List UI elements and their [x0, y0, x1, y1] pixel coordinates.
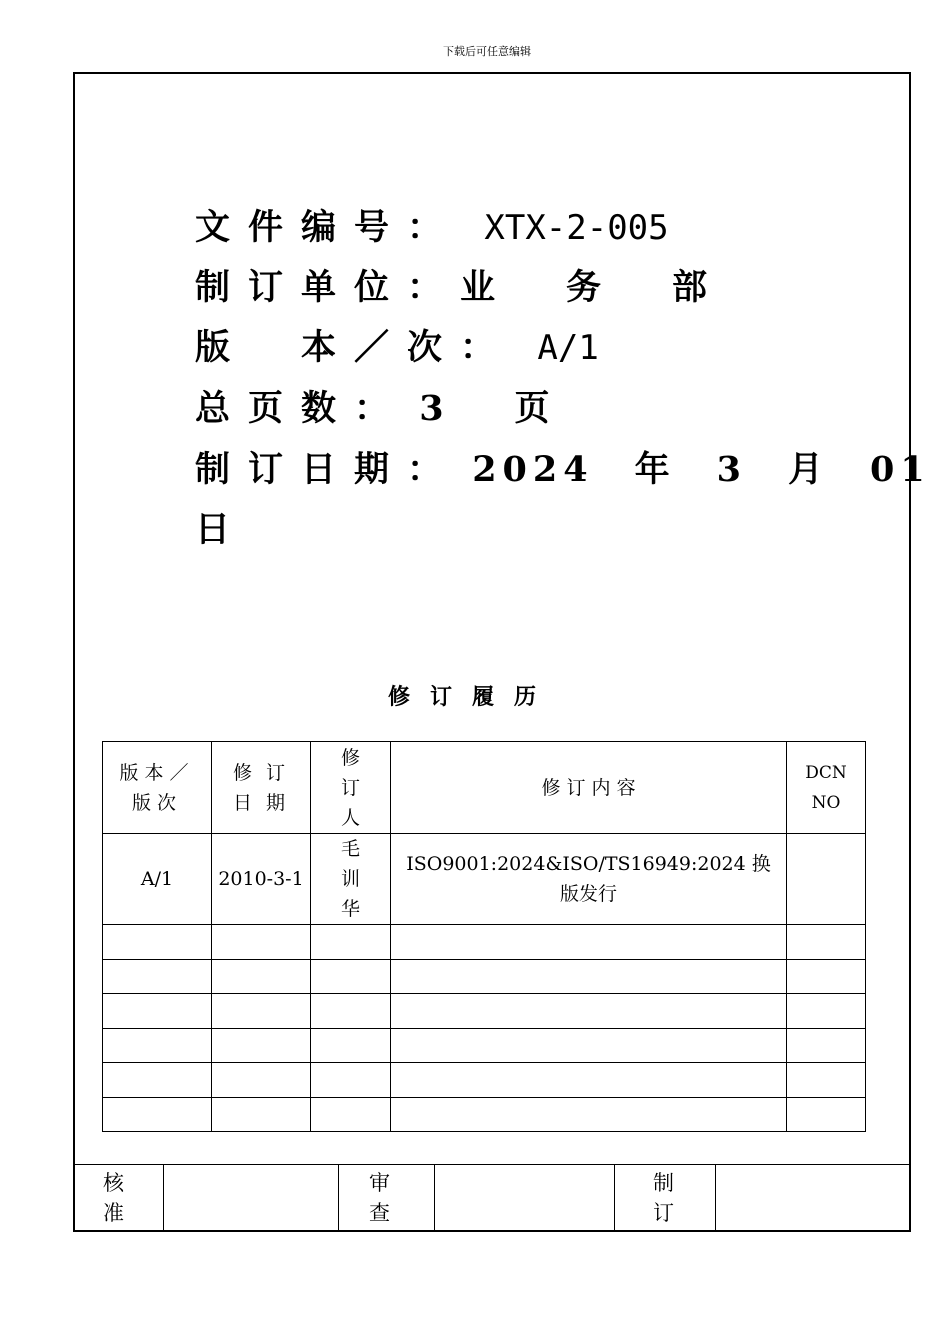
- unit-value: 业 务 部: [460, 267, 726, 308]
- revision-table: [102, 741, 866, 1132]
- cell-date: [212, 1063, 311, 1098]
- cell-content: [391, 960, 787, 994]
- cell-reviser: [311, 994, 391, 1029]
- cell-version: [103, 994, 212, 1029]
- date-value: 2024 年 3 月 01: [472, 449, 931, 490]
- cell-reviser: [311, 960, 391, 994]
- header-reviser: 修订人: [311, 742, 391, 834]
- signature-row: [73, 1164, 911, 1232]
- unit-label: 制订单位：: [195, 267, 461, 308]
- cell-content: [391, 1098, 787, 1132]
- cell-content: [391, 1063, 787, 1098]
- approve-label-cell: [73, 1165, 164, 1232]
- cell-version: [103, 1029, 212, 1063]
- cell-reviser: [311, 1029, 391, 1063]
- cell-dcn: [787, 960, 866, 994]
- table-row: [103, 834, 866, 925]
- cell-reviser: [311, 1098, 391, 1132]
- pages-value: 3 页: [419, 388, 568, 429]
- version-line: [195, 328, 599, 368]
- cell-dcn: [787, 1063, 866, 1098]
- cell-version: A/1: [103, 834, 212, 925]
- header-dcn: DCN NO: [787, 742, 866, 834]
- cell-content: [391, 994, 787, 1029]
- table-row: [103, 1029, 866, 1063]
- approve-signature-field[interactable]: [164, 1165, 339, 1232]
- cell-version: [103, 960, 212, 994]
- header-version: 版本／版次: [103, 742, 212, 834]
- header-note: 下载后可任意编辑: [443, 45, 531, 58]
- table-row: [103, 960, 866, 994]
- table-row: [103, 1063, 866, 1098]
- cell-reviser: 毛训华: [311, 834, 391, 925]
- cell-reviser: [311, 925, 391, 960]
- cell-dcn: [787, 925, 866, 960]
- review-label-cell: [339, 1165, 435, 1232]
- cell-date: [212, 994, 311, 1029]
- table-row: [103, 994, 866, 1029]
- cell-dcn: [787, 1098, 866, 1132]
- prepare-signature-field[interactable]: [716, 1165, 911, 1232]
- cell-date: [212, 1098, 311, 1132]
- cell-version: [103, 925, 212, 960]
- cell-date: [212, 925, 311, 960]
- cell-version: [103, 1098, 212, 1132]
- doc-number-line: [195, 208, 669, 248]
- review-signature-field[interactable]: [435, 1165, 615, 1232]
- version-label: 版 本／次：: [195, 327, 514, 368]
- cell-reviser: [311, 1063, 391, 1098]
- version-value: A/1: [537, 328, 599, 368]
- cell-content: [391, 925, 787, 960]
- date-suffix: 日: [195, 509, 231, 550]
- cell-dcn: [787, 1029, 866, 1063]
- revision-header-row: [103, 742, 866, 834]
- date-line: [195, 450, 931, 490]
- table-row: [103, 925, 866, 960]
- cell-date: [212, 960, 311, 994]
- pages-line: [195, 389, 568, 429]
- header-content: 修 订 内 容: [391, 742, 787, 834]
- cell-content: [391, 1029, 787, 1063]
- table-row: [103, 1098, 866, 1132]
- prepare-label: 制订: [653, 1171, 674, 1225]
- revision-title: 修订履历: [388, 684, 557, 710]
- cell-dcn: [787, 834, 866, 925]
- cell-dcn: [787, 994, 866, 1029]
- prepare-label-cell: [615, 1165, 716, 1232]
- header-date: 修 订 日 期: [212, 742, 311, 834]
- unit-line: [195, 268, 725, 308]
- approve-label: 核准: [103, 1171, 124, 1225]
- cell-date: [212, 1029, 311, 1063]
- doc-number-label: 文件编号：: [195, 207, 461, 248]
- date-label: 制订日期：: [195, 449, 461, 490]
- doc-number-value: XTX-2-005: [484, 208, 669, 248]
- pages-label: 总页数：: [195, 388, 408, 429]
- cell-content: ISO9001:2024&ISO/TS16949:2024 换版发行: [391, 834, 787, 925]
- cell-version: [103, 1063, 212, 1098]
- cell-date: 2010-3-1: [212, 834, 311, 925]
- review-label: 审查: [369, 1171, 390, 1225]
